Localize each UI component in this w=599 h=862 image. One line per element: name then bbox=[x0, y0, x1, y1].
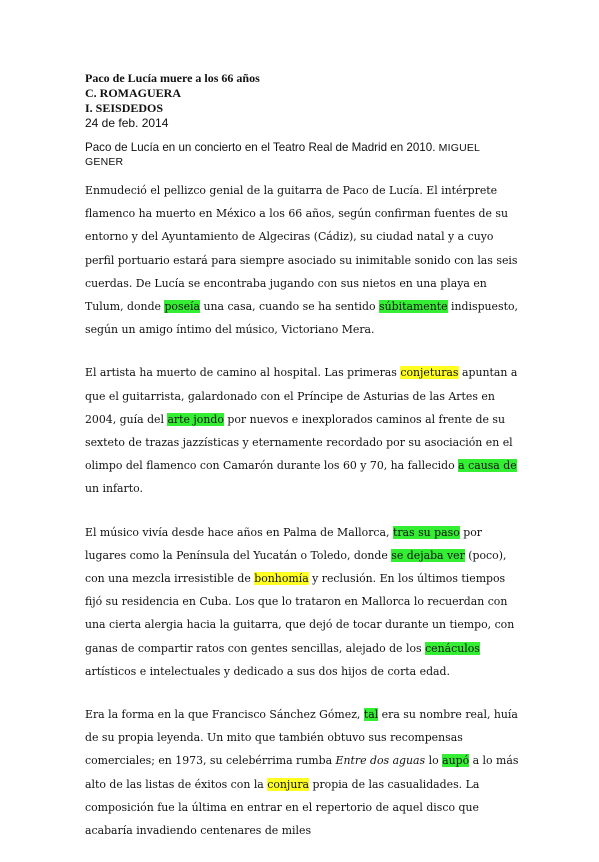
italic-title: Entre dos aguas bbox=[335, 754, 426, 768]
text-run: lo bbox=[425, 754, 443, 768]
body-paragraph bbox=[85, 179, 525, 341]
highlighted-term-green: súbitamente bbox=[379, 300, 448, 314]
text-run: propia de las casualidades. La composición fue la última en entrar en el repertorio de aquel disco que acabaría invadiendo centenares de miles bbox=[85, 777, 480, 838]
article-title: Paco de Lucía muere a los 66 años bbox=[85, 71, 260, 85]
text-run: El artista ha muerto de camino al hospital. Las primeras bbox=[85, 366, 401, 380]
author-name: C. ROMAGUERA bbox=[85, 86, 181, 100]
author-name: I. SEISDEDOS bbox=[85, 101, 164, 115]
highlighted-term-green: aupó bbox=[442, 754, 470, 768]
highlighted-term-green: arte jondo bbox=[167, 412, 224, 426]
article-body bbox=[85, 179, 525, 862]
highlighted-term-green: se dejaba ver bbox=[391, 548, 465, 562]
text-run: a lo más alto de las listas de éxitos con la bbox=[85, 754, 519, 791]
text-run: (poco), con una mezcla irresistible de bbox=[85, 548, 507, 586]
text-run: artísticos e intelectuales y dedicado a sus dos hijos de corta edad. bbox=[85, 664, 450, 678]
highlighted-term-green: cenáculos bbox=[425, 641, 480, 655]
body-paragraph bbox=[85, 361, 525, 500]
text-run: Era la forma en la que Francisco Sánchez Gómez, bbox=[85, 708, 364, 722]
body-paragraph bbox=[85, 521, 525, 683]
highlighted-term-yellow: conjura bbox=[267, 777, 310, 791]
highlighted-term-yellow: bonhomía bbox=[254, 572, 309, 586]
text-run: era su nombre real, huía de su propia leyenda. Un mito que también obtuvo sus recompensas comerciales; en 1973, su celebérrima rumba bbox=[85, 708, 518, 768]
caption-text: Paco de Lucía en un concierto en el Teatro Real de Madrid en 2010. bbox=[85, 141, 439, 154]
text-run: Enmudeció el pellizco genial de la guitarra de Paco de Lucía. El intérprete flamenco ha muerto en México a los 66 años, según confirman fuentes de su entorno y del Ayuntamiento de Algeciras (Cádiz), su ciudad natal y a cuyo perfil portuario estará para siempre asociado su inimitable sonido con las seis cuerdas. De Lucía se encontraba jugando con sus nietos en una playa en Tulum, donde bbox=[85, 184, 518, 314]
photo-credit: MIGUEL GENER bbox=[85, 142, 480, 168]
highlighted-term-yellow: conjeturas bbox=[400, 366, 459, 380]
text-run: apuntan a que el guitarrista, galardonado con el Príncipe de Asturias de las Artes en 2004, guía del bbox=[85, 366, 518, 426]
text-run: por nuevos e inexplorados caminos al frente de su sexteto de trazas jazzísticas y eternamente recordado por su asociación en el olimpo del flamenco con Camarón durante los 60 y 70, ha fallecido bbox=[85, 412, 513, 473]
photo-caption bbox=[85, 141, 515, 169]
text-run: El músico vivía desde hace años en Palma de Mallorca, bbox=[85, 525, 393, 539]
text-run: un infarto. bbox=[85, 482, 143, 496]
highlighted-term-green: tras su paso bbox=[392, 525, 460, 539]
text-run: por lugares como la Península del Yucatán o Toledo, donde bbox=[85, 525, 482, 562]
highlighted-term-green: poseía bbox=[164, 300, 200, 314]
article-date: 24 de feb. 2014 bbox=[85, 116, 169, 130]
highlighted-term-green: a causa de bbox=[458, 459, 517, 473]
highlighted-term-green: tal bbox=[363, 708, 379, 722]
article-header bbox=[85, 71, 545, 131]
body-paragraph bbox=[85, 703, 525, 842]
text-run: y reclusión. En los últimos tiempos fijó su residencia en Cuba. Los que lo trataron en Mallorca lo recuerdan con una cierta alergia hacia la guitarra, que dejó de tocar durante un tiempo, con ganas de compartir ratos con gentes sencillas, alejado de los bbox=[85, 572, 515, 655]
text-run: indispuesto, según un amigo íntimo del músico, Victoriano Mera. bbox=[85, 300, 518, 337]
text-run: una casa, cuando se ha sentido bbox=[200, 300, 380, 314]
